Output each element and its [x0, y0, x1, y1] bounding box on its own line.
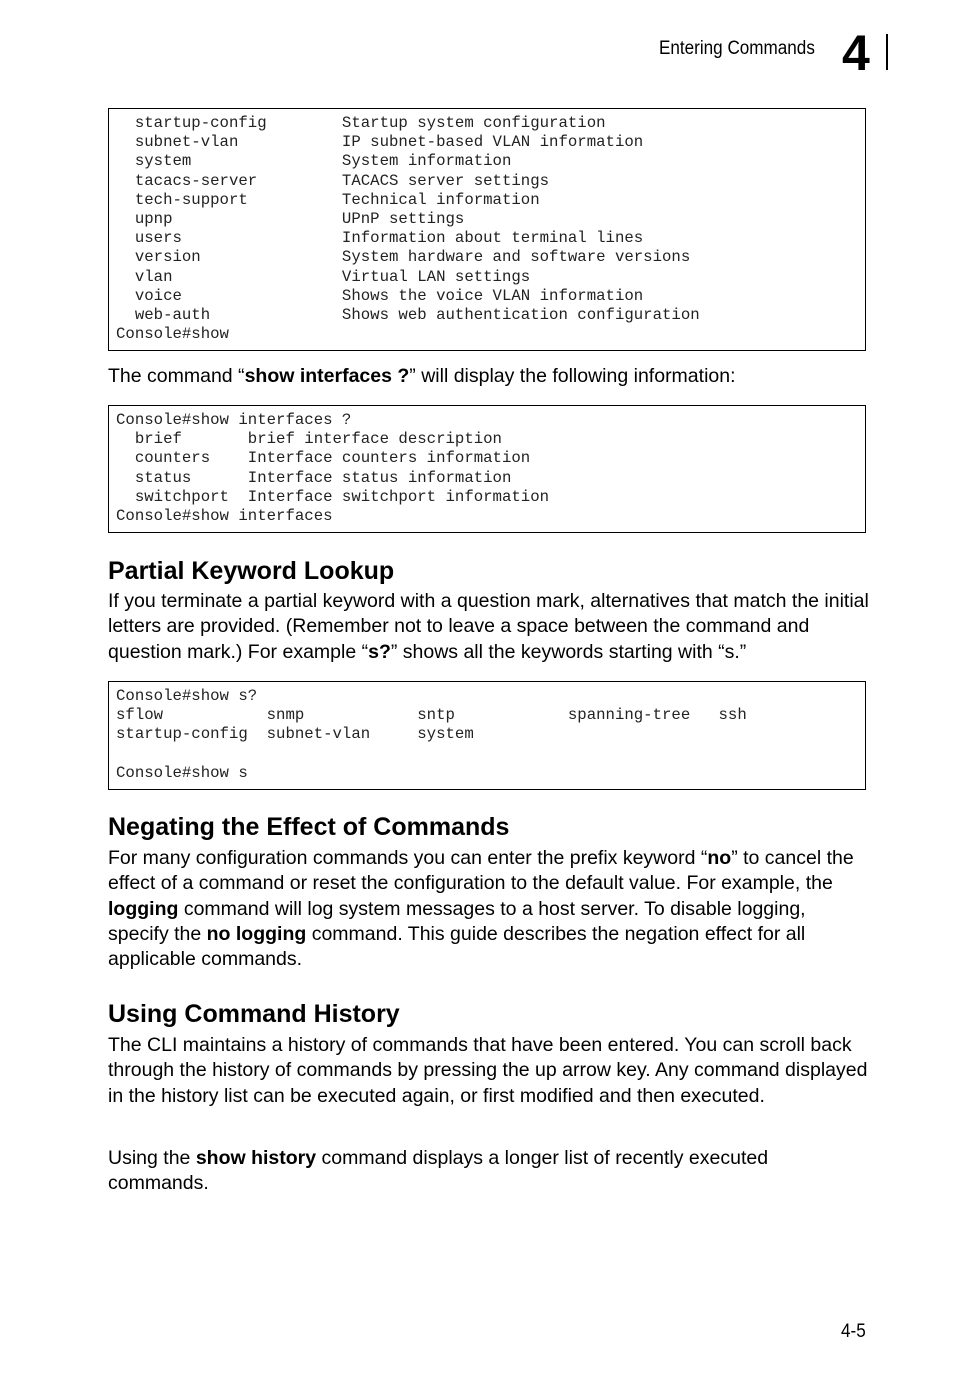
header-section-title: Entering Commands — [659, 38, 815, 59]
history-paragraph-1: The CLI maintains a history of commands that have been entered. You can scroll back through the history of commands by pressing the up arrow key. Any command displayed in the history list can be executed again, or first modified and then executed. — [108, 1034, 868, 1107]
chapter-number: 4 — [842, 25, 870, 81]
text: command will log system messages to a host server. To disable logging, specify the — [108, 897, 806, 945]
heading-command-history: Using Command History — [108, 1000, 400, 1028]
bold-command: show interfaces ? — [244, 365, 410, 387]
partial-keyword-paragraph — [108, 589, 870, 665]
heading-partial-keyword-lookup: Partial Keyword Lookup — [108, 557, 395, 585]
code-block-show-interfaces: Console#show interfaces ? brief brief interface description counters Interface counters information status Interface status information switchport Interface switchport information Console#show interfaces — [108, 405, 866, 533]
text: ” will display the following information: — [409, 365, 736, 387]
text: Using the — [108, 1147, 196, 1169]
history-paragraph-2 — [108, 1146, 870, 1197]
page-number: 4-5 — [841, 1321, 866, 1342]
bold-command: no logging — [206, 922, 307, 945]
text: For many configuration commands you can enter the prefix keyword “ — [108, 847, 708, 869]
bold-command: s? — [368, 640, 391, 663]
text: ” to cancel the effect of a command or reset the configuration to the default value. For example, the — [108, 847, 854, 895]
text: The command “ — [108, 365, 245, 387]
text: command. This guide describes the negation effect for all applicable commands. — [108, 922, 806, 971]
code-block-show-keywords: startup-config Startup system configuration subnet-vlan IP subnet-based VLAN information system System information tacacs-server TACACS server settings tech-support Technical information upnp UPnP settings users Information about terminal lines version System hardware and software versions vlan Virtual LAN settings voice Shows the voice VLAN information web-auth Shows web authentication configuration Console#show — [108, 108, 866, 351]
negating-paragraph — [108, 846, 870, 972]
text: If you terminate a partial keyword with a question mark, alternatives that match the initial letters are provided. (Remember not to leave a space between the command and question mark.) For example “ — [108, 590, 869, 663]
code-block-show-s: Console#show s? sflow snmp sntp spanning-tree ssh startup-config subnet-vlan system Console#show s — [108, 681, 866, 790]
bold-command: logging — [108, 897, 179, 920]
heading-negating-commands: Negating the Effect of Commands — [108, 813, 510, 841]
text: ” shows all the keywords starting with “s.” — [390, 640, 747, 663]
chapter-rule — [886, 34, 888, 70]
show-interfaces-paragraph — [108, 364, 870, 389]
bold-command: show history — [195, 1147, 317, 1169]
bold-command: no — [707, 847, 732, 869]
text: command displays a longer list of recently executed commands. — [108, 1147, 769, 1195]
